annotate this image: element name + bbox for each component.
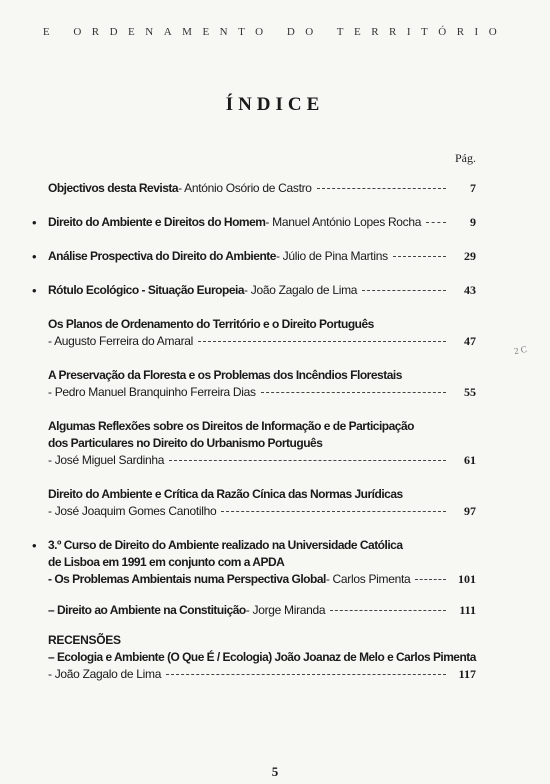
page-ref: 9 [470,215,476,229]
page-ref: 29 [464,249,476,263]
entry-title: A Preservação da Floresta e os Problemas dos Incêndios Florestais [48,368,402,382]
dot-leader [426,222,446,223]
page-column-label: Pág. [455,151,476,165]
margin-annotation: 2 C [513,343,528,357]
bullet-mark: • [32,283,37,298]
entry-title: Rótulo Ecológico - Situação Europeia [48,283,245,297]
toc-entry [48,486,476,520]
dot-leader [317,188,446,189]
toc-line [48,435,476,452]
entry-author: - José Joaquim Gomes Canotilho [48,504,217,518]
toc-entry [48,602,476,619]
toc-line [48,282,476,299]
entry-title: Objectivos desta Revista [48,181,179,195]
dot-leader [169,460,446,461]
bullet-mark: • [32,538,37,553]
entry-title: Análise Prospectiva do Direito do Ambiente [48,249,276,263]
toc-line [48,248,476,265]
toc-line [48,333,476,350]
toc-entry [48,316,476,350]
dot-leader [415,579,446,580]
page-ref: 43 [464,283,476,297]
page-title: ÍNDICE [225,94,325,115]
entry-title: Algumas Reflexões sobre os Direitos de Informação e de Participação [48,419,414,433]
entry-author: - Júlio de Pina Martins [275,249,388,263]
toc-line [48,486,476,503]
toc-line [48,554,476,571]
toc-line [48,503,476,520]
entry-author: - Carlos Pimenta [325,572,411,586]
entry-author: - Pedro Manuel Branquinho Ferreira Dias [48,385,256,399]
dot-leader [393,256,446,257]
entry-title: 3.º Curso de Direito do Ambiente realizado na Universidade Católica [48,538,403,552]
toc-entry [32,537,476,588]
page-ref: 111 [459,603,476,617]
entry-subtitle: - Os Problemas Ambientais numa Perspectiva Global [48,572,326,586]
page-ref: 61 [464,453,476,467]
entry-author: - João Zagalo de Lima [48,667,162,681]
toc-entry [48,649,476,683]
bullet-mark: • [32,249,37,264]
toc-line [48,367,476,384]
bullet-mark: • [32,215,37,230]
toc-entry [48,180,476,197]
reviews-heading: RECENSÕES [48,633,121,647]
entry-title-continued: dos Particulares no Direito do Urbanismo Português [48,436,323,450]
entry-title: – Ecologia e Ambiente (O Que É / Ecologia) João Joanaz de Melo e Carlos Pimenta [48,650,476,664]
table-of-contents [32,180,476,683]
toc-line [48,602,476,619]
entry-author: - Jorge Miranda [245,603,326,617]
toc-line [48,452,476,469]
toc-entry [32,248,476,265]
entry-author: - José Miguel Sardinha [48,453,165,467]
toc-line [48,666,476,683]
dot-leader [221,511,446,512]
toc-line [48,571,476,588]
toc-line [48,649,476,666]
dot-leader [261,392,446,393]
entry-title: Direito do Ambiente e Direitos do Homem [48,215,266,229]
entry-title: – Direito ao Ambiente na Constituição [48,603,246,617]
page-ref: 101 [458,572,476,586]
toc-entry [32,214,476,231]
toc-entry [48,367,476,401]
running-header: E ORDENAMENTO DO TERRITÓRIO [42,26,508,38]
toc-line [48,180,476,197]
page-number: 5 [271,764,279,779]
entry-title: Os Planos de Ordenamento do Território e o Direito Português [48,317,374,331]
entry-author: - Manuel António Lopes Rocha [265,215,422,229]
dot-leader [198,341,446,342]
entry-title-continued: de Lisboa em 1991 em conjunto com a APDA [48,555,285,569]
toc-entry [32,282,476,299]
entry-author: - António Osório de Castro [178,181,312,195]
page-ref: 117 [458,667,476,681]
entry-title: Direito do Ambiente e Crítica da Razão Cínica das Normas Jurídicas [48,487,403,501]
page-ref: 97 [464,504,476,518]
page-ref: 7 [470,181,476,195]
page-ref: 47 [464,334,476,348]
page-ref: 55 [464,385,476,399]
toc-line [48,316,476,333]
dot-leader [166,674,446,675]
entry-author: - João Zagalo de Lima [244,283,358,297]
toc-line [48,537,476,554]
toc-line [48,418,476,435]
toc-line [48,384,476,401]
toc-line [48,214,476,231]
toc-entry [48,418,476,469]
dot-leader [362,290,446,291]
entry-author: - Augusto Ferreira do Amaral [48,334,194,348]
dot-leader [330,610,446,611]
